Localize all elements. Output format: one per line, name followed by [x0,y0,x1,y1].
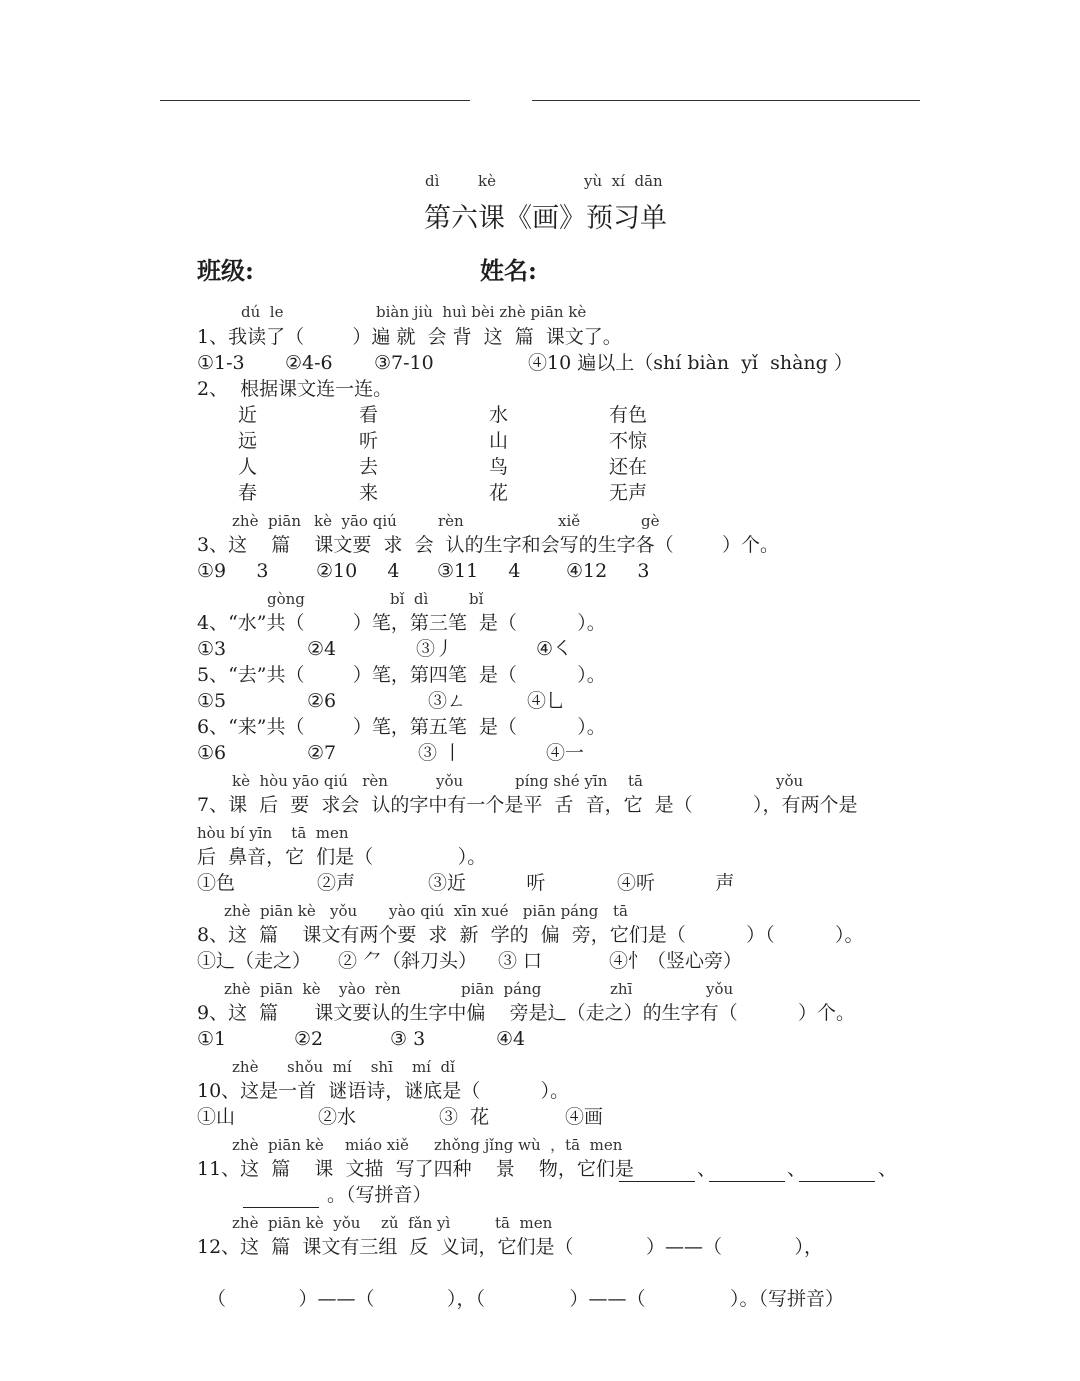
q2-col2-item: 听 [359,430,379,452]
q12-pinyin: zhè piān kè yǒu [232,1214,361,1232]
q9-pinyin: zhè piān kè [224,980,321,998]
q8-text: 8、这 篇 课文有两个要 求 新 学的 偏 旁，它们是（ ）（ ）。 [197,924,864,946]
q5-option-1: ①5 [197,690,227,712]
q3-option-1: ①9 3 [197,560,269,582]
q7-pinyin-line2: hòu bí yīn tā men [197,824,349,842]
q4-pinyin: gòng [267,590,305,608]
q11-answer-blank-1[interactable] [619,1181,695,1182]
q9-pinyin: piān páng [461,980,542,998]
q2-col1-item: 远 [238,430,258,452]
q8-option-4: ④忄（竖心旁） [609,950,743,972]
q4-option-2: ②4 [307,638,337,660]
q3-pinyin: xiě [558,512,581,530]
q8-option-3: ③ 口 [498,950,543,972]
q7-option-1: ①色 [197,872,236,894]
q10-option-1: ①山 [197,1106,236,1128]
q8-option-1: ①辶（走之） [197,950,312,972]
q11-pinyin: zhǒng jǐng wù ，tā men [434,1136,623,1154]
q8-pinyin: zhè piān kè yǒu [224,902,358,920]
header-rule-right [532,100,920,101]
header-rule-left [160,100,470,101]
q1-text: 1、我读了（ ）遍 就 会 背 这 篇 课文了。 [197,326,622,348]
q12-text-line2: （ ）——（ ），（ ）——（ ）。（写拼音） [207,1288,845,1310]
name-label: 姓名: [480,256,537,285]
q3-pinyin: gè [641,512,660,530]
q8-option-2: ② ⺈（斜刀头） [338,950,478,972]
q8-pinyin: yào qiú xīn xué piān páng [389,902,599,920]
q3-option-2: ②10 4 [316,560,400,582]
q2-col3-item: 鸟 [489,456,509,478]
q7-pinyin: kè hòu yāo qiú rèn [232,772,388,790]
q6-option-3: ③ 丨 [418,742,463,764]
q4-option-3: ③丿 [416,638,455,660]
q5-option-2: ②6 [307,690,337,712]
q1-option-4: ④10 遍以上（shí biàn yǐ shàng ） [528,352,853,374]
q3-text: 3、这 篇 课文要 求 会 认的生字和会写的生字各（ ）个。 [197,534,779,556]
q5-option-3: ③ㄥ [428,690,467,712]
q2-col2-item: 来 [359,482,379,504]
q9-pinyin: yào rèn [339,980,401,998]
q1-option-2: ②4-6 [285,352,333,374]
q12-text: 12、这 篇 课文有三组 反 义词，它们是（ ）——（ ）， [197,1236,823,1258]
q2-col4-item: 还在 [609,456,648,478]
q9-text: 9、这 篇 课文要认的生字中偏 旁是辶（走之）的生字有（ ）个。 [197,1002,855,1024]
q3-option-4: ④12 3 [566,560,650,582]
q7-text-line2: 后 鼻音，它 们是（ ）。 [197,846,487,868]
class-label: 班级: [197,256,254,285]
q11-answer-blank-3[interactable] [799,1181,875,1182]
q11-text: 11、这 篇 课 文描 写了四种 景 物，它们是 [197,1158,634,1180]
q2-col2-item: 去 [359,456,379,478]
q10-option-4: ④画 [565,1106,604,1128]
q1-pinyin-b: biàn jiù huì bèi zhè piān kè [376,303,587,321]
q2-col4-item: 有色 [609,404,648,426]
q6-text: 6、“来”共（ ）笔，第五笔 是（ ）。 [197,716,606,738]
q4-text: 4、“水”共（ ）笔，第三笔 是（ ）。 [197,612,606,634]
q7-pinyin: yǒu [436,772,464,790]
q11-separator: 、 [878,1158,898,1180]
q1-pinyin-a: dú le [241,303,284,321]
q11-text-line2: 。（写拼音） [327,1184,432,1206]
q6-option-2: ②7 [307,742,337,764]
q2-col3-item: 水 [489,404,509,426]
q7-option-3: ③近 听 [428,872,546,894]
q4-pinyin: bǐ [469,590,484,608]
q6-option-4: ④一 [546,742,585,764]
q9-option-1: ①1 [197,1028,227,1050]
q9-option-2: ②2 [294,1028,324,1050]
q2-text: 2、 根据课文连一连。 [197,378,393,400]
q12-pinyin: tā men [495,1214,553,1232]
q9-option-3: ③ 3 [390,1028,426,1050]
title-pinyin-ke: kè [478,172,496,190]
q1-option-3: ③7-10 [374,352,434,374]
q3-pinyin: zhè piān [232,512,301,530]
q4-option-4: ④㇛ [536,638,573,660]
q2-col1-item: 人 [238,456,258,478]
q2-col3-item: 花 [489,482,509,504]
page-title: 第六课《画》预习单 [424,203,667,234]
q9-pinyin: zhī [610,980,633,998]
q2-col2-item: 看 [359,404,379,426]
q6-option-1: ①6 [197,742,227,764]
q10-pinyin: zhè shǒu mí shī mí dǐ [232,1058,455,1076]
q3-pinyin: rèn [438,512,464,530]
q11-separator: 、 [697,1158,717,1180]
q10-text: 10、这是一首 谜语诗，谜底是（ ）。 [197,1080,570,1102]
q12-pinyin: zǔ fǎn yì [381,1214,451,1232]
q9-pinyin: yǒu [706,980,734,998]
q5-text: 5、“去”共（ ）笔，第四笔 是（ ）。 [197,664,606,686]
q11-pinyin: zhè piān kè [232,1136,324,1154]
q3-option-3: ③11 4 [437,560,521,582]
q10-option-2: ②水 [318,1106,357,1128]
q10-option-3: ③ 花 [439,1106,490,1128]
q5-option-4: ④乚 [527,690,566,712]
q11-pinyin: miáo xiě [345,1136,409,1154]
q2-col3-item: 山 [489,430,509,452]
q11-separator: 、 [787,1158,807,1180]
q3-pinyin: kè yāo qiú [314,512,397,530]
q7-text: 7、课 后 要 求会 认的字中有一个是平 舌 音，它 是（ ），有两个是 [197,794,858,816]
q7-option-2: ②声 [317,872,356,894]
q7-pinyin: yǒu [776,772,804,790]
q1-option-1: ①1-3 [197,352,245,374]
q7-pinyin: tā [628,772,643,790]
q2-col4-item: 不惊 [609,430,648,452]
title-pinyin-yuxidan: yù xí dān [584,172,663,190]
q4-pinyin: bǐ dì [390,590,429,608]
q11-answer-blank-4[interactable] [243,1207,319,1208]
q9-option-4: ④4 [496,1028,526,1050]
q7-option-4: ④听 声 [617,872,735,894]
q8-pinyin: tā [613,902,628,920]
q2-col1-item: 春 [238,482,258,504]
q4-option-1: ①3 [197,638,227,660]
q7-pinyin: píng shé yīn [515,772,608,790]
q2-col1-item: 近 [238,404,258,426]
q11-answer-blank-2[interactable] [709,1181,785,1182]
q2-col4-item: 无声 [609,482,648,504]
title-pinyin-di: dì [425,172,440,190]
